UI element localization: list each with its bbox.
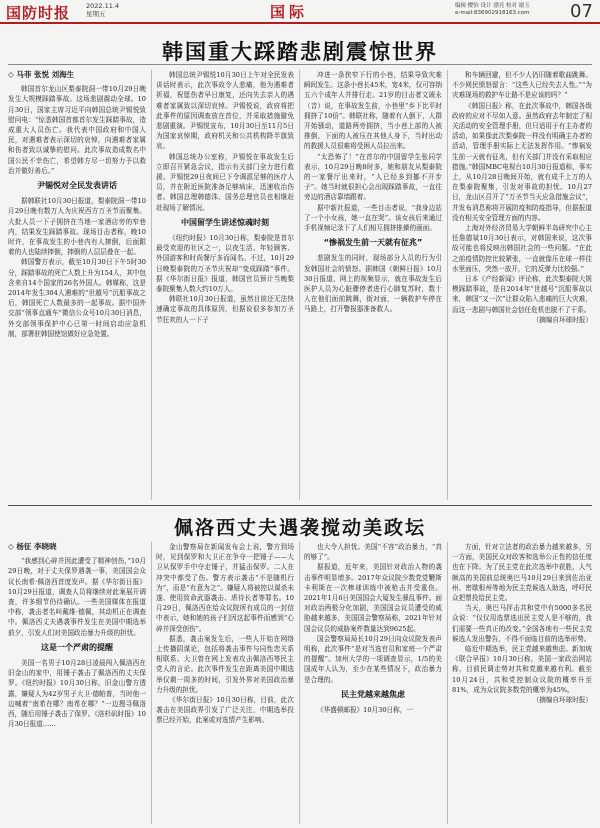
- article1-headline: 韩国重大踩踏悲剧震惊世界: [162, 40, 438, 64]
- staff-email: e-mail:836902918163.com: [455, 10, 530, 16]
- article1-column-1: [8, 70, 146, 502]
- issue-weekday: 星期五: [86, 10, 106, 18]
- paragraph: “太恐怖了！”在首尔的中国留学生张同学表示，10月29日晚8时多，她和朋友从梨泰院的一家餐厅出来时，“人已经多到挪不开步子”。她当时就很担心会出现踩踏事故，一直往旁边的酒店靠墙跟着。: [304, 152, 442, 202]
- column-divider: [447, 70, 448, 500]
- issue-date: 2022.11.4: [86, 2, 120, 10]
- article1-subhead-1: 尹锡悦对全民发表讲话: [37, 181, 117, 191]
- article2-headline: 佩洛西丈夫遇袭搅动美政坛: [173, 517, 426, 539]
- article2-column-4: [452, 542, 592, 824]
- article1-byline: ◇ 马菲 张悦 刘海生: [8, 70, 75, 79]
- page-number: 07: [570, 1, 593, 22]
- article2-column-3: [304, 542, 442, 824]
- article2-source: （摘编自环球时报）: [532, 696, 592, 705]
- paragraph: 韩国总统办公室称，尹锡悦在事故发生后立即召开紧急会议，指示有关部门全力进行救援。尹锡悦29日夜间已下令调派足够的医疗人员，并在附近医院准备足够病床，迅速收治伤者。韩国总理韩德洙、国务总理官员也相继赶赴现场了解情况。: [156, 152, 294, 212]
- article-divider: [8, 505, 592, 506]
- paragraph: 韩联社10月30日报道，虽然目前还无法快速确定事故的具体原因，但据说很多参加万圣节狂欢的人一下子: [156, 295, 294, 324]
- paragraph: 方面，针对立法者的政治暴力越来越多，另一方面，美国民众对政客和选举公正性的信任度也在下降。为了民主党在此次选举中获胜，人气颇高的美国前总统奥巴马10月29日来到佐治亚州、密歇根州等地为民主党候选人助选，呼吁民众把票投给民主党。: [452, 543, 592, 603]
- article2-subhead-2: 民主党越来越焦虑: [341, 689, 405, 699]
- paragraph: “我感到心碎并因此遭受了精神创伤，”10月29日晚，对于丈夫保罗遇袭一事，美国国会众议长南希·佩洛西首度发声。据《华尔街日报》10月29日报道，调查人员将继续对此案展开调查，许多细节仍待确认。一些美国媒体在报道中称，袭击者名叫戴维·德佩，其动机正在调查中。佩洛西丈夫遇袭事件发生在美国中期选举前夕，引发人们对美国政治暴力升级的担忧。: [8, 557, 146, 637]
- article1-column-2: [156, 70, 294, 502]
- paragraph: 《华盛顿邮报》10月30日称，一: [317, 706, 413, 715]
- column-divider: [299, 542, 300, 824]
- article2-subhead-1: 这是一个严肃的提醒: [41, 642, 113, 652]
- paragraph: 据悉，袭击案发生后，一些人开始在网络上传播阴谋论，包括将袭击事件与同性恋关系相联系。大卫曾在网上发表攻击佩洛西等民主党人的言论。此次事件发生在距离美国中期选举仅剩一周多的时间，引发外界对美国政治暴力升级的担忧。: [156, 634, 294, 694]
- paragraph: 和车辆回避，但不少人仍旧随着歌曲跳舞。不少网民愤怒留言：“这些人已经失去人性。”“为灾难现场的救护车让路不是应该的吗？”: [452, 71, 592, 100]
- paragraph: 据中新社报道，一些目击者说，“我身边站了一个小女孩，她一直在哭”。该女孩后来通过手机视频记录下了人们相互拥挤推搡的画面。: [304, 203, 442, 233]
- column-divider: [299, 70, 300, 500]
- paragraph: 韩国首尔龙山区梨泰院洞一带10月29日晚发生大规模踩踏事故。这场悲剧震动全球。10月30日，国家主席习近平向韩国总统尹锡悦致慰问电：“惊悉韩国首都首尔发生踩踏事故，造成重大人员伤亡。我代表中国政府和中国人民，对遇难者表示深切的哀悼，向遇难者家属和伤者致以诚挚的慰问。此次事故造成数名中国公民不幸伤亡，希望韩方尽一切努力予以救治并做好善后。”: [8, 85, 146, 175]
- paragraph: 金山警察局在新闻发布会上说，警方到场时，见到保罗和大卫正在争夺一把锤子——大卫从保罗手中夺走锤子，并猛击保罗。二人在冲突中都受了伤。警方表示袭击“不是随机行为”，而是“有意为之”。嫌疑人将被控以谋杀未遂、使用致命武器袭击、虐待长者等罪名。10月29日，佩洛西在给众议院所有成员的一封信中表示，她和她的孩子们因这起事件而感到“心碎并深受创伤”。: [156, 543, 294, 633]
- column-divider: [151, 70, 152, 500]
- masthead: [0, 0, 600, 24]
- paragraph: 韩国总统尹锡悦10月30日上午对全民发表讲话时表示，此次事故令人悲痛，他为遇难者祈福，祝愿伤者早日康复，还向失去亲人的遇难者家属致以深切哀悼。尹锡悦说，政府将把此事件的原因调查放在首位，并采取措施避免悲剧重演。尹锡悦宣布，10月30日至11月5日为国家哀悼期，政府机关和公共机构降半旗致哀。: [156, 71, 294, 151]
- paragraph: 韩国警方表示，截至10月30日下午5时30分，踩踏事故的死亡人数上升为154人，其中包含来自14个国家的26名外国人。韩媒称，这是2014年发生304人遇难的“世越号”沉船事故之后，韩国死亡人数最多的一起事故。据中国外交部“领事直通车”微信公众号10月30日消息，外交部领事保护中心已第一时间启动应急机制，部署驻韩国使馆做好应急处置。: [8, 258, 146, 338]
- article2-column-2: [156, 542, 294, 824]
- column-divider: [447, 542, 448, 824]
- headline-divider: [8, 64, 592, 65]
- paragraph: 《韩国日报》称，在此次事故中，韩国各级政府的应对不尽如人意。虽然政府去年制定了相关活动的安全管理手册，但只适用于有主办者的活动，如果像此次梨泰院一样没有明确主办者的活动，管理手册实际上无法发挥作用。“惨祸发生前一天就有征兆，但有关部门并没有采取相应措施。”韩国MBC电视台10月30日报道称，事实上，从10月28日晚间开始，就有成千上万的人在梨泰院聚集，引发对事故的担忧。10月27日，龙山区召开了“万圣节当天应急措施会议”，并发布消息称将开展防疫和防疫指导，但据报道没有相关安全管理方面的内容。: [452, 101, 592, 222]
- article1-subhead-2: 中国留学生讲述惊魂时刻: [181, 217, 269, 227]
- article1-subhead-3: “惨祸发生前一天就有征兆”: [323, 238, 423, 248]
- section-title: 国际: [270, 3, 309, 21]
- paragraph: 国会警察局局长10月29日向众议院发表声明称，此次事件“是对当选官员和家庭一个严肃的提醒”。加州大学的一项调查显示，1/5的美国成年人认为，至少在某些情况下，政治暴力是合理的。: [304, 634, 442, 684]
- article1-column-4: [452, 70, 592, 502]
- column-divider: [151, 542, 152, 824]
- paragraph: 冲进一条狭窄下行的小巷，结果导致灾难瞬间发生。这条小巷长45米，宽4米，仅可容纳五六个成年人并排行走。21岁的目击者文琥永（音）说，在事故发生前，小巷里“乡下比平时拥挤了10倍”。韩联社称，随着有人倒下，人群开始骚动，道路两旁拥挤，当小巷上部的人被推倒，下面的人被压在其他人身下，当时出动的救援人员很难将受困人员拉出来。: [304, 71, 442, 151]
- article1-column-3: [304, 70, 442, 502]
- paragraph: 也大令人担忧。美国“不容”政治暴力，“真的够了”。: [304, 543, 442, 562]
- paragraph: 当天，奥巴马抨击共和党中有5000多名民众说：“仅仅用选票选出民主党人是不够的，我们需要一些真正的改变。”全国各地有一些民主党候选人发出警告，不得不面临目前的选举形势。: [452, 604, 592, 643]
- staff-editors: 编辑 樱怡 设计 漂亮 校对 谢玉: [455, 3, 530, 9]
- article2-byline: ◇ 杨征 李晓晓: [8, 542, 57, 551]
- paragraph: 临近中期选举，民主党越来越焦虑。新加坡《联合早报》10月30日称，美国一家政治网站称，目前民调走势对共和党越来越有利。截至10月24日，共和党控制众议院的概率升至81%，成为众议院多数党的概率为45%。: [452, 645, 592, 694]
- article2-column-1: [8, 542, 146, 824]
- newspaper-logo: 国防时报: [6, 4, 71, 22]
- article1-source: （摘编自环球时报）: [532, 315, 592, 324]
- paragraph: 日本《产经新闻》评论称，此次梨泰院大规模踩踏事故，是自2014年“世越号”沉船事故以来，韩国“又一次”让群众陷入悲痛的巨大灾难，而这一悲剧与韩国社会信任危机也脱不了干系。: [452, 275, 592, 314]
- staff-credits: [455, 3, 530, 17]
- paragraph: 美国一名男子10月28日凌晨闯入佩洛西在旧金山的家中，用锤子袭击了佩洛西的丈夫保罗。《纽约时报》10月30日称，旧金山警方透露，嫌疑人为42岁男子大卫·德帕普，当时他一边喊着“南希在哪？南希在哪？”一边搜寻佩洛西，随后用锤子袭击了保罗。《洛杉矶时报》10月30日报道……: [8, 659, 146, 729]
- paragraph: 据报道，近年来，美国针对政治人物的袭击事件明显增多。2017年众议院少数党党鞭斯卡利斯在一次棒球训练中被枪击并受重伤。2021年1月6日美国国会大厦发生骚乱事件。面对政治两极分化加剧，美国国会议员遭受的威胁越来越多，美国国会警察局称，2021年针对国会议员的威胁案件数量达到9625起。: [304, 563, 442, 633]
- paragraph: 《纽约时报》10月30日称，梨泰院是首尔最受欢迎的社区之一，以夜生活、年轻顾客、外国游客和时尚餐厅多而闻名。不过，10月29日晚梨泰院的万圣节庆祝却“变成踩踏”事件。据《华尔街日报》报道，韩国官员预计当晚梨泰院聚集人数大约10万人。: [156, 234, 294, 294]
- paragraph: 据韩联社10月30日报道，梨泰院洞一带10月29日晚有数万人为庆祝西方万圣节而聚集。大批人员一下子拥挤在当地一家酒店旁的窄巷内，结果发生踩踏事故。现场目击者称，晚10时许，在事故发生的小巷内有人摔倒，后面跟着的人也陆续摔倒，摔倒的人层层叠在一起。: [8, 197, 146, 257]
- issue-date-block: [86, 2, 119, 18]
- paragraph: 上海对外经济贸易大学朝鲜半岛研究中心主任詹德斌10月30日表示，对韩国来说，这次事故可能也将反映出韩国社会的一些问题。“在此之前疫情防控比较紧张，一直就像压在球一样往水里面压，突然一放开，它的反弹力比较强。”: [452, 224, 592, 273]
- paragraph: 《华尔街日报》10月30日称，目前，此次袭击在美国政界引发了广泛关注，中期选举投票已经开始，此案或对选情产生影响。: [156, 696, 294, 725]
- paragraph: 悲剧发生的同时，现场部分人员的行为引发韩国社会的愤怒。据韩国《朝鲜日报》10月30日报道，网上的视频显示，就在事故发生后医护人员为心脏骤停者进行心肺复苏时，数十人在他们面前跳舞，街对面，一辆救护车停在马路上，打开警报器准备救人。: [304, 254, 442, 314]
